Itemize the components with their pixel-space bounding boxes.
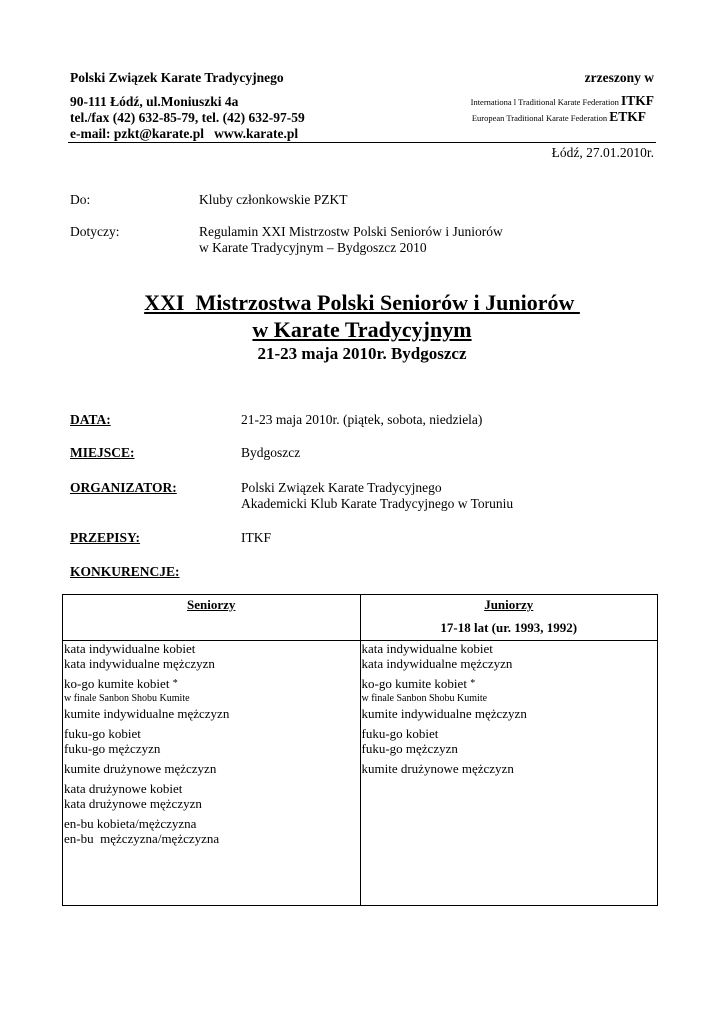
- juniors-age-range: 17-18 lat (ur. 1993, 1992): [440, 620, 578, 635]
- list-item: [64, 781, 359, 811]
- date-label: DATA:: [70, 412, 111, 427]
- to-label: Do:: [70, 192, 91, 207]
- seniors-team-kata-men: kata drużynowe mężczyzn: [64, 796, 202, 811]
- subject-line-1: Regulamin XXI Mistrzostw Polski Seniorów i Juniorów: [199, 224, 503, 239]
- federation-etkf-name: European Traditional Karate Federation: [471, 113, 608, 123]
- to-value: Kluby członkowskie PZKT: [199, 192, 348, 207]
- competitions-table: [62, 594, 658, 906]
- juniors-kogo-note: w finale Sanbon Shobu Kumite: [361, 693, 488, 704]
- title-line-1: XXI Mistrzostwa Polski Seniorów i Juniorów: [144, 290, 580, 315]
- juniors-kogo-women: [362, 676, 657, 691]
- organizer-line-2: Akademicki Klub Karate Tradycyjnego w Toruniu: [241, 496, 514, 511]
- juniors-fukugo-men: fuku-go mężczyzn: [361, 741, 458, 756]
- seniors-kata-men: kata indywidualne mężczyzn: [64, 656, 215, 671]
- seniors-cell: [63, 641, 361, 906]
- org-phone: tel./fax (42) 632-85-79, tel. (42) 632-97-59: [70, 110, 305, 125]
- seniors-team-kumite-men: kumite drużynowe mężczyzn: [64, 761, 217, 776]
- member-of-label: zrzeszony w: [584, 70, 654, 85]
- list-item: [64, 816, 359, 846]
- asterisk-mark: *: [172, 678, 178, 689]
- seniors-fukugo-women: fuku-go kobiet: [64, 726, 141, 741]
- juniors-header: Juniorzy: [484, 597, 534, 612]
- organizer-line-1: Polski Związek Karate Tradycyjnego: [241, 480, 442, 495]
- juniors-header-cell: [360, 595, 658, 641]
- juniors-kata-women: kata indywidualne kobiet: [361, 641, 493, 656]
- juniors-cell: [360, 641, 658, 906]
- list-item: [362, 726, 657, 756]
- header-divider: [68, 142, 656, 143]
- seniors-fukugo-men: fuku-go mężczyzn: [64, 741, 161, 756]
- competitions-label: KONKURENCJE:: [70, 564, 180, 579]
- title-line-2: w Karate Tradycyjnym: [252, 317, 472, 342]
- juniors-kata-men: kata indywidualne mężczyzn: [361, 656, 513, 671]
- subject-label: Dotyczy:: [70, 224, 120, 239]
- juniors-team-kumite-men: kumite drużynowe mężczyzn: [361, 761, 514, 776]
- date-value: 21-23 maja 2010r. (piątek, sobota, niedziela): [241, 412, 483, 427]
- seniors-kata-women: kata indywidualne kobiet: [64, 641, 196, 656]
- rules-value: ITKF: [241, 530, 271, 545]
- place-label: MIEJSCE:: [70, 445, 135, 460]
- list-item: [362, 641, 657, 671]
- org-address: 90-111 Łódź, ul.Moniuszki 4a: [70, 94, 239, 109]
- juniors-kogo-women-label: ko-go kumite kobiet: [361, 676, 467, 691]
- letter-date: Łódź, 27.01.2010r.: [551, 145, 654, 160]
- seniors-kogo-note: w finale Sanbon Shobu Kumite: [64, 693, 190, 704]
- table-body-row: [63, 641, 658, 906]
- organizer-label: ORGANIZATOR:: [70, 480, 177, 495]
- list-item: [64, 726, 359, 756]
- federation-etkf-abbr: ETKF: [609, 109, 646, 124]
- juniors-fukugo-women: fuku-go kobiet: [361, 726, 439, 741]
- title-date-place: 21-23 maja 2010r. Bydgoszcz: [257, 344, 467, 363]
- seniors-header: Seniorzy: [187, 597, 236, 612]
- org-email-web: e-mail: pzkt@karate.pl www.karate.pl: [70, 126, 299, 141]
- seniors-kumite-men: kumite indywidualne mężczyzn: [64, 706, 230, 721]
- seniors-header-cell: [63, 595, 361, 641]
- list-item: [64, 761, 359, 776]
- federation-itkf-name: Internationa l Traditional Karate Federation: [470, 97, 619, 107]
- federation-etkf: [472, 109, 646, 125]
- seniors-kogo-women-label: ko-go kumite kobiet: [64, 676, 170, 691]
- seniors-team-kata-women: kata drużynowe kobiet: [64, 781, 183, 796]
- seniors-enbu-mixed: en-bu kobieta/mężczyzna: [64, 816, 197, 831]
- list-item: [64, 676, 359, 721]
- list-item: [64, 641, 359, 671]
- asterisk-mark: *: [470, 678, 476, 689]
- table-header-row: [63, 595, 658, 641]
- subject-line-2: w Karate Tradycyjnym – Bydgoszcz 2010: [199, 240, 427, 255]
- list-item: [362, 761, 657, 776]
- seniors-kogo-women: [64, 676, 359, 691]
- juniors-kumite-men: kumite indywidualne mężczyzn: [361, 706, 527, 721]
- rules-label: PRZEPISY:: [70, 530, 141, 545]
- place-value: Bydgoszcz: [241, 445, 301, 460]
- org-name: Polski Związek Karate Tradycyjnego: [70, 70, 284, 85]
- seniors-enbu-men: en-bu mężczyzna/mężczyzna: [64, 831, 220, 846]
- list-item: [362, 676, 657, 721]
- federation-itkf: [471, 93, 654, 109]
- federation-itkf-abbr: ITKF: [620, 93, 654, 108]
